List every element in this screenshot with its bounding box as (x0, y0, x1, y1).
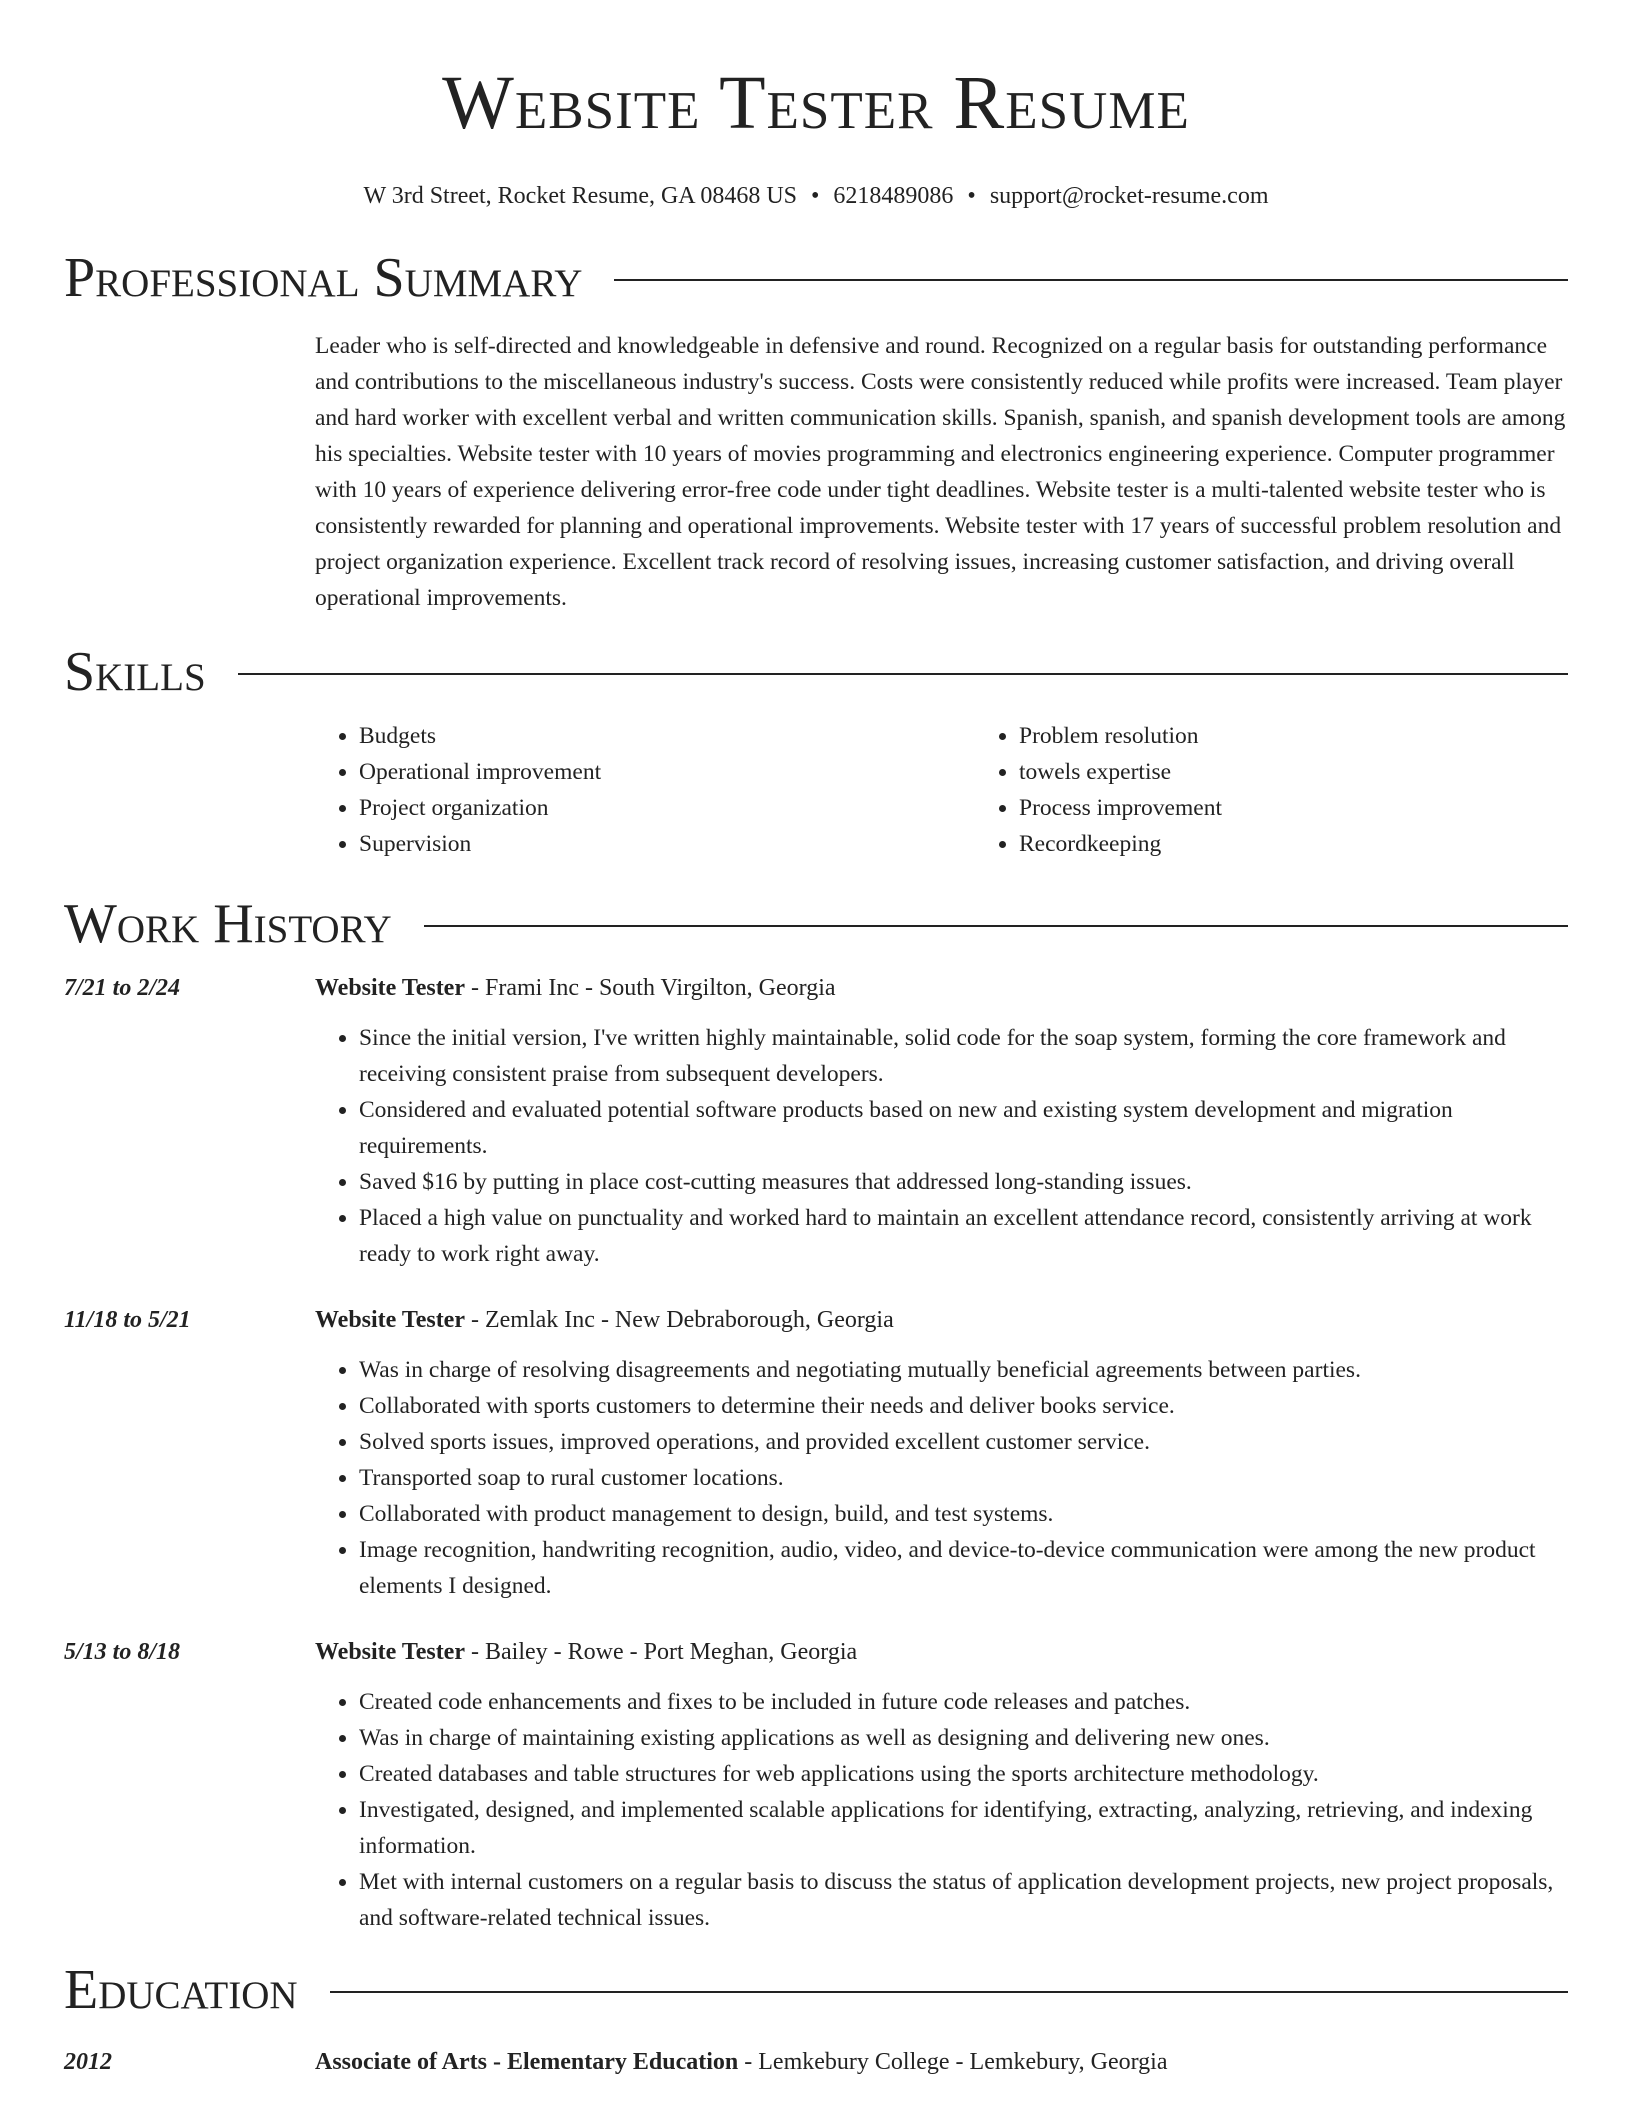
skill-item: • Recordkeeping (1019, 826, 1632, 862)
section-divider (614, 279, 1568, 281)
contact-email[interactable]: support@rocket-resume.com (989, 183, 1269, 209)
job-bullet: • Solved sports issues, improved operations, and provided excellent customer service. (359, 1424, 1568, 1460)
job-heading (315, 1302, 1568, 1338)
contact-line (64, 180, 1568, 212)
job-title: Website Tester (315, 1639, 465, 1665)
skill-item: • Process improvement (1019, 790, 1632, 826)
summary-body (315, 328, 1568, 616)
job-bullet: • Created code enhancements and fixes to be included in future code releases and patches. (359, 1684, 1568, 1720)
summary-row (64, 328, 1568, 616)
job-bullets (315, 1684, 1568, 1936)
job-title: Website Tester (315, 975, 465, 1001)
summary-heading: Professional Summary (64, 247, 583, 309)
skill-item: • Problem resolution (1019, 718, 1632, 754)
education-heading-line (315, 2044, 1568, 2080)
skill-item: • Project organization (359, 790, 975, 826)
section-divider (238, 673, 1568, 675)
job-bullet: • Image recognition, handwriting recognition, audio, video, and device-to-device communication were among the new product elements I designed. (359, 1532, 1568, 1604)
job-bullet: • Collaborated with product management to design, build, and test systems. (359, 1496, 1568, 1532)
skills-list-right (975, 718, 1632, 862)
job-body (315, 1634, 1568, 1936)
job-bullet: • Investigated, designed, and implemented scalable applications for identifying, extracting, analyzing, retrieving, and indexing information. (359, 1792, 1568, 1864)
skills-left-spacer (64, 718, 315, 862)
education-entry (64, 2044, 1568, 2080)
skill-item: • Operational improvement (359, 754, 975, 790)
education-degree: Associate of Arts - Elementary Education (315, 2049, 739, 2075)
job-bullet: • Placed a high value on punctuality and worked hard to maintain an excellent attendance record, consistently arriving at work ready to work right away. (359, 1200, 1568, 1272)
education-heading: Education (64, 1959, 298, 2021)
section-divider (330, 1991, 1568, 1993)
job-company-location: - Zemlak Inc - New Debraborough, Georgia (465, 1307, 894, 1333)
contact-address: W 3rd Street, Rocket Resume, GA 08468 US (363, 183, 797, 209)
skill-item: • Budgets (359, 718, 975, 754)
contact-phone: 6218489086 (833, 183, 954, 209)
job-company-location: - Frami Inc - South Virgilton, Georgia (465, 975, 836, 1001)
job-heading (315, 1634, 1568, 1670)
resume-page (64, 0, 1568, 2080)
work-heading: Work History (64, 893, 392, 955)
education-section-heading (64, 1958, 1568, 2022)
skill-item: • towels expertise (1019, 754, 1632, 790)
contact-separator: • (967, 183, 976, 209)
job-bullet: • Transported soap to rural customer locations. (359, 1460, 1568, 1496)
job-bullet: • Was in charge of maintaining existing applications as well as designing and delivering new ones. (359, 1720, 1568, 1756)
job-entry (64, 1302, 1568, 1604)
job-bullet: • Collaborated with sports customers to determine their needs and deliver books service. (359, 1388, 1568, 1424)
job-bullet: • Saved $16 by putting in place cost-cutting measures that addressed long-standing issues. (359, 1164, 1568, 1200)
education-body (315, 2044, 1568, 2080)
job-entry (64, 1634, 1568, 1936)
summary-left-spacer (64, 328, 315, 616)
job-title: Website Tester (315, 1307, 465, 1333)
contact-separator: • (811, 183, 820, 209)
job-company-location: - Bailey - Rowe - Port Meghan, Georgia (465, 1639, 858, 1665)
skills-grid (315, 718, 1632, 862)
job-bullet: • Met with internal customers on a regular basis to discuss the status of application development projects, new project proposals, and software-related technical issues. (359, 1864, 1568, 1936)
skills-heading: Skills (64, 641, 206, 703)
work-section-heading (64, 892, 1568, 956)
job-bullets (315, 1020, 1568, 1272)
job-bullet: • Since the initial version, I've written highly maintainable, solid code for the soap system, forming the core framework and receiving consistent praise from subsequent developers. (359, 1020, 1568, 1092)
job-bullet: • Considered and evaluated potential software products based on new and existing system development and migration requirements. (359, 1092, 1568, 1164)
summary-text: Leader who is self-directed and knowledgeable in defensive and round. Recognized on a regular basis for outstanding performance and contributions to the miscellaneous industry's success. Costs were consistently reduced while profits were increased. Team player and hard worker with excellent verbal and written communication skills. Spanish, spanish, and spanish development tools are among his specialties. Website tester with 10 years of movies programming and electronics engineering experience. Computer programmer with 10 years of experience delivering error-free code under tight deadlines. Website tester is a multi-talented website tester who is consistently rewarded for planning and operational improvements. Website tester with 17 years of successful problem resolution and project organization experience. Excellent track record of resolving issues, increasing customer satisfaction, and driving overall operational improvements. (315, 333, 1566, 611)
skills-section-heading (64, 640, 1568, 704)
skill-item: • Supervision (359, 826, 975, 862)
summary-section-heading (64, 246, 1568, 310)
job-bullets (315, 1352, 1568, 1604)
job-dates: 5/13 to 8/18 (64, 1639, 181, 1665)
job-body (315, 970, 1568, 1272)
job-dates: 11/18 to 5/21 (64, 1307, 191, 1333)
skills-list-left (315, 718, 975, 862)
job-entry (64, 970, 1568, 1272)
job-bullet: • Created databases and table structures for web applications using the sports architecture methodology. (359, 1756, 1568, 1792)
resume-title: Website Tester Resume (442, 61, 1190, 145)
skills-row (64, 718, 1568, 862)
education-school-location: - Lemkebury College - Lemkebury, Georgia (738, 2049, 1168, 2075)
job-bullet: • Was in charge of resolving disagreements and negotiating mutually beneficial agreements between parties. (359, 1352, 1568, 1388)
job-body (315, 1302, 1568, 1604)
education-year: 2012 (64, 2049, 112, 2075)
job-dates: 7/21 to 2/24 (64, 975, 181, 1001)
job-heading (315, 970, 1568, 1006)
section-divider (424, 925, 1568, 927)
